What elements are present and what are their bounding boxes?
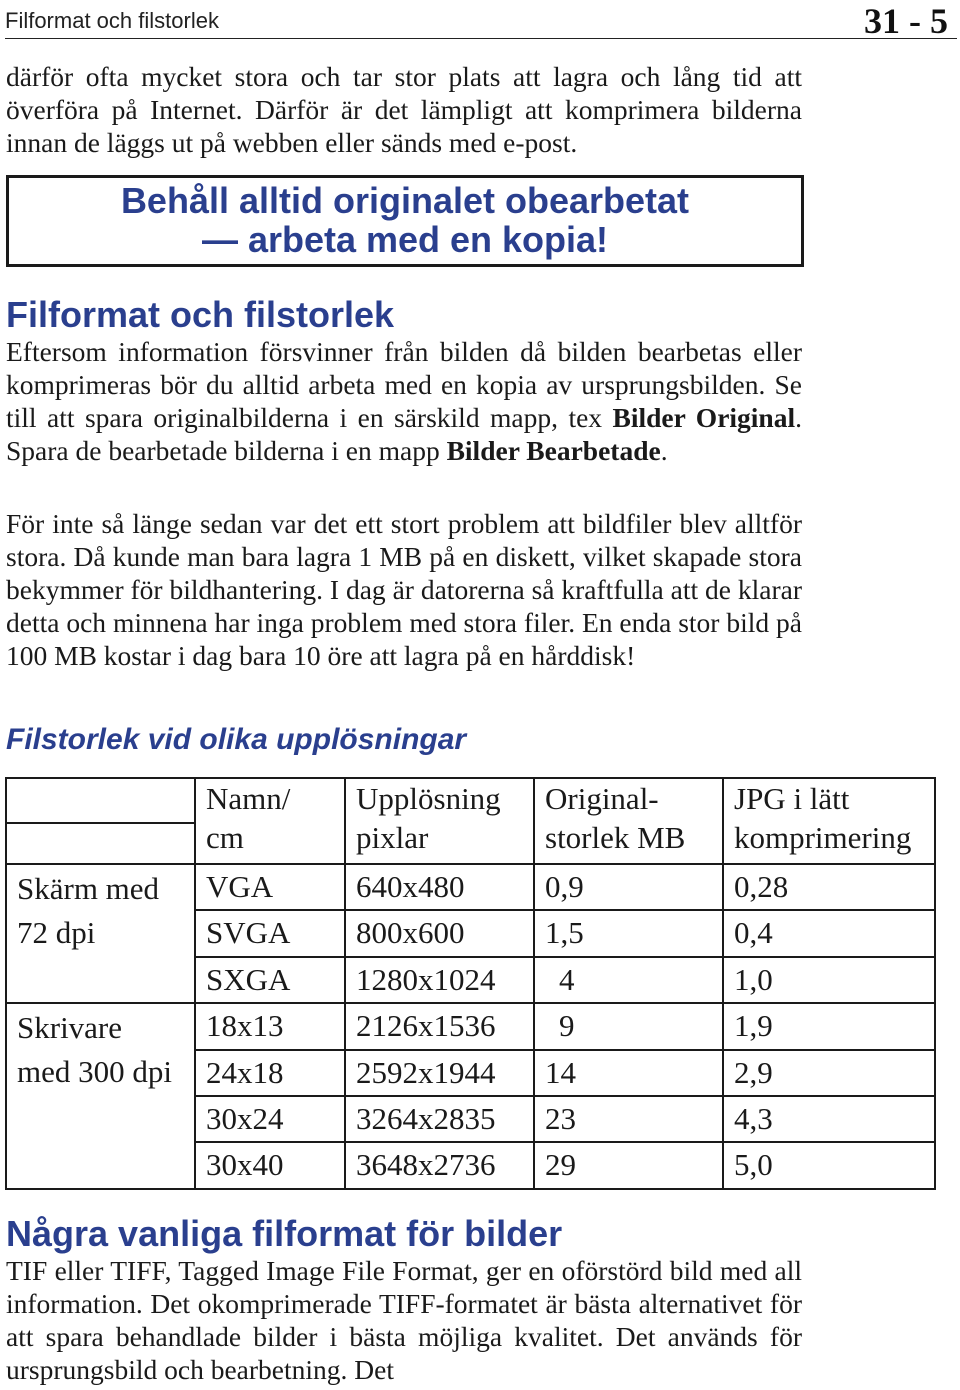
table-cell: 1,0	[723, 957, 935, 1003]
header-rule	[5, 38, 957, 39]
table-cell: 2592x1944	[345, 1050, 534, 1096]
section1-paragraph-1: Eftersom information försvinner från bilden då bilden bearbetas eller komprimeras bör du alltid arbeta med en kopia av ursprungsbilden. Se till att spara originalbilderna i en särskild mapp, tex Bilder Original. Spara de bearbetade bilderna i en mapp Bilder Bearbetade.	[6, 336, 802, 466]
table-cell: 1280x1024	[345, 957, 534, 1003]
table-cell: 9	[534, 1003, 723, 1049]
group-label-screen: Skärm med 72 dpi	[6, 864, 195, 1003]
table-caption: Filstorlek vid olika upplösningar	[6, 723, 467, 756]
table-header-cell: JPG i lätt komprimering	[723, 778, 935, 864]
table-row	[6, 1003, 935, 1049]
group-label-printer: Skrivare med 300 dpi	[6, 1003, 195, 1189]
table-cell: 640x480	[345, 864, 534, 910]
folder-name-original: Bilder Original	[612, 402, 796, 433]
table-cell: 800x600	[345, 910, 534, 956]
callout-line-2: — arbeta med en kopia!	[201, 219, 609, 260]
section2-paragraph-1: TIF eller TIFF, Tagged Image File Format, ger en oförstörd bild med all information. Det okomprimerade TIFF-formatet är bästa alternativet för att spara behandlade bilder i bästa möjliga kvalitet. Det används för ursprungsbild och bearbetning. Det	[6, 1255, 802, 1385]
table-cell: 2126x1536	[345, 1003, 534, 1049]
table-cell: VGA	[195, 864, 345, 910]
table-cell: 23	[534, 1096, 723, 1142]
section-heading-filformat: Filformat och filstorlek	[6, 294, 395, 335]
table-header-cell: Original- storlek MB	[534, 778, 723, 864]
table-header-cell: Namn/ cm	[195, 778, 345, 864]
folder-name-bearbetade: Bilder Bearbetade	[446, 435, 661, 466]
table-cell: 3648x2736	[345, 1142, 534, 1188]
table-cell: 29	[534, 1142, 723, 1188]
section1-paragraph-2: För inte så länge sedan var det ett stort problem att bildfiler blev alltför stora. Då kunde man bara lagra 1 MB på en diskett, vilket skapade stora bekymmer för bildhantering. I dag är datorerna så kraftfulla att de klarar detta och minnena har inga problem med stora filer. En enda stor bild på 100 MB kostar i dag bara 10 öre att lagra på en hårddisk!	[6, 508, 802, 671]
table-cell: 14	[534, 1050, 723, 1096]
table-cell: SXGA	[195, 957, 345, 1003]
filesize-table	[5, 777, 936, 1190]
table-cell: 18x13	[195, 1003, 345, 1049]
table-cell: 1,9	[723, 1003, 935, 1049]
table-cell: 24x18	[195, 1050, 345, 1096]
page-header-title: Filformat och filstorlek	[5, 8, 219, 33]
table-row	[6, 864, 935, 910]
table-cell: 5,0	[723, 1142, 935, 1188]
table-cell: 4,3	[723, 1096, 935, 1142]
table-cell: 2,9	[723, 1050, 935, 1096]
table-cell: 0,9	[534, 864, 723, 910]
table-cell: 1,5	[534, 910, 723, 956]
callout-box	[6, 175, 804, 267]
table-header-cell: Upplösning pixlar	[345, 778, 534, 864]
table-cell: 30x40	[195, 1142, 345, 1188]
table-cell: SVGA	[195, 910, 345, 956]
table-cell: 3264x2835	[345, 1096, 534, 1142]
table-cell: 4	[534, 957, 723, 1003]
table-header-row	[6, 778, 935, 864]
table-cell: 0,4	[723, 910, 935, 956]
table-corner-cell	[6, 778, 195, 864]
page-number: 31 - 5	[864, 1, 948, 41]
intro-paragraph: därför ofta mycket stora och tar stor plats att lagra och lång tid att överföra på Internet. Därför är det lämpligt att komprimera bilderna innan de läggs ut på webben eller sänds med e-post.	[6, 61, 802, 158]
callout-line-1: Behåll alltid originalet obearbetat	[120, 180, 690, 221]
table-cell: 0,28	[723, 864, 935, 910]
table-cell: 30x24	[195, 1096, 345, 1142]
section-heading-vanliga-filformat: Några vanliga filformat för bilder	[6, 1213, 563, 1254]
